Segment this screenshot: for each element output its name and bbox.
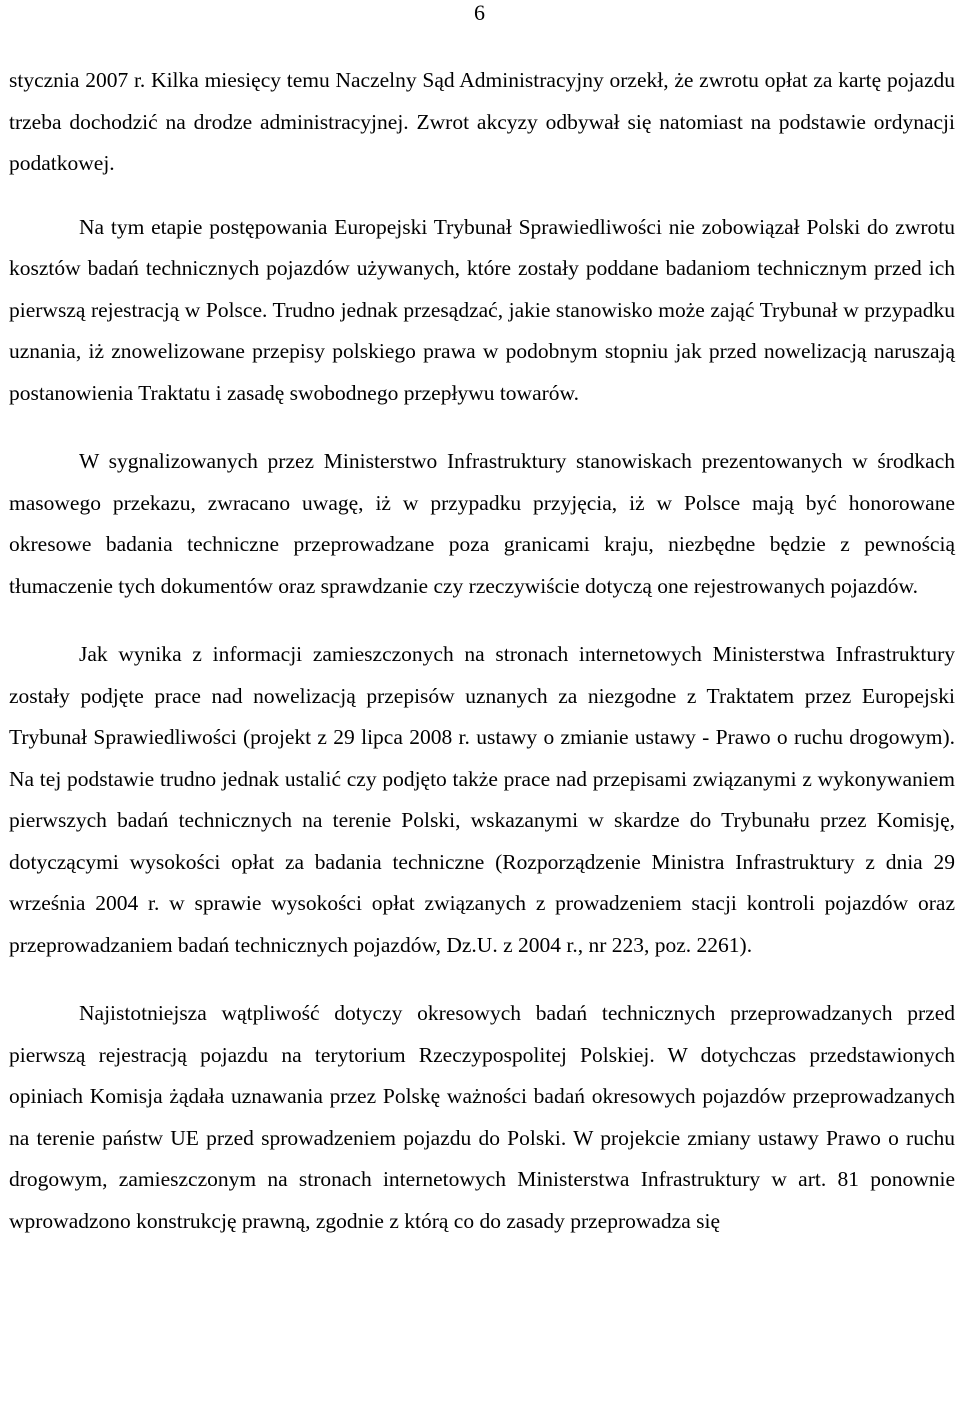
page-number: 6 [474,0,485,25]
document-body [9,60,955,1269]
paragraph-5: Najistotniejsza wątpliwość dotyczy okresowych badań technicznych przeprowadzanych przed pierwszą rejestracją pojazdu na terytorium Rzeczypospolitej Polskiej. W dotychczas przedstawionych opiniach Komisja żądała uznawania przez Polskę ważności badań okresowych pojazdów przeprowadzanych na terenie państw UE przed sprowadzeniem pojazdu do Polski. W projekcie zmiany ustawy Prawo o ruchu drogowym, zamieszczonym na stronach internetowych Ministerstwa Infrastruktury w art. 81 ponownie wprowadzono konstrukcję prawną, zgodnie z którą co do zasady przeprowadza się [9,1001,955,1233]
paragraph-4: Jak wynika z informacji zamieszczonych na stronach internetowych Ministerstwa Infrastruktury zostały podjęte prace nad nowelizacją przepisów uznanych za niezgodne z Traktatem przez Europejski Trybunał Sprawiedliwości (projekt z 29 lipca 2008 r. ustawy o zmianie ustawy - Prawo o ruchu drogowym). Na tej podstawie trudno jednak ustalić czy podjęto także prace nad przepisami związanymi z wykonywaniem pierwszych badań technicznych na terenie Polski, wskazanymi w skardze do Trybunału przez Komisję, dotyczącymi wysokości opłat za badania techniczne (Rozporządzenie Ministra Infrastruktury z dnia 29 września 2004 r. w sprawie wysokości opłat związanych z prowadzeniem stacji kontroli pojazdów oraz przeprowadzaniem badań technicznych pojazdów, Dz.U. z 2004 r., nr 223, poz. 2261). [9,642,955,957]
paragraph-3: W sygnalizowanych przez Ministerstwo Infrastruktury stanowiskach prezentowanych w środkach masowego przekazu, zwracano uwagę, iż w przypadku przyjęcia, iż w Polsce mają być honorowane okresowe badania techniczne przeprowadzane poza granicami kraju, niezbędne będzie z pewnością tłumaczenie tych dokumentów oraz sprawdzanie czy rzeczywiście dotyczą one rejestrowanych pojazdów. [9,449,955,598]
paragraph-2: Na tym etapie postępowania Europejski Trybunał Sprawiedliwości nie zobowiązał Polski do zwrotu kosztów badań technicznych pojazdów używanych, które zostały poddane badaniom technicznym przed ich pierwszą rejestracją w Polsce. Trudno jednak przesądzać, jakie stanowisko może zająć Trybunał w przypadku uznania, iż znowelizowane przepisy polskiego prawa w podobnym stopniu jak przed nowelizacją naruszają postanowienia Traktatu i zasadę swobodnego przepływu towarów. [9,214,955,405]
paragraph-1: stycznia 2007 r. Kilka miesięcy temu Naczelny Sąd Administracyjny orzekł, że zwrotu opłat za kartę pojazdu trzeba dochodzić na drodze administracyjnej. Zwrot akcyzy odbywał się natomiast na podstawie ordynacji podatkowej. [9,68,955,175]
